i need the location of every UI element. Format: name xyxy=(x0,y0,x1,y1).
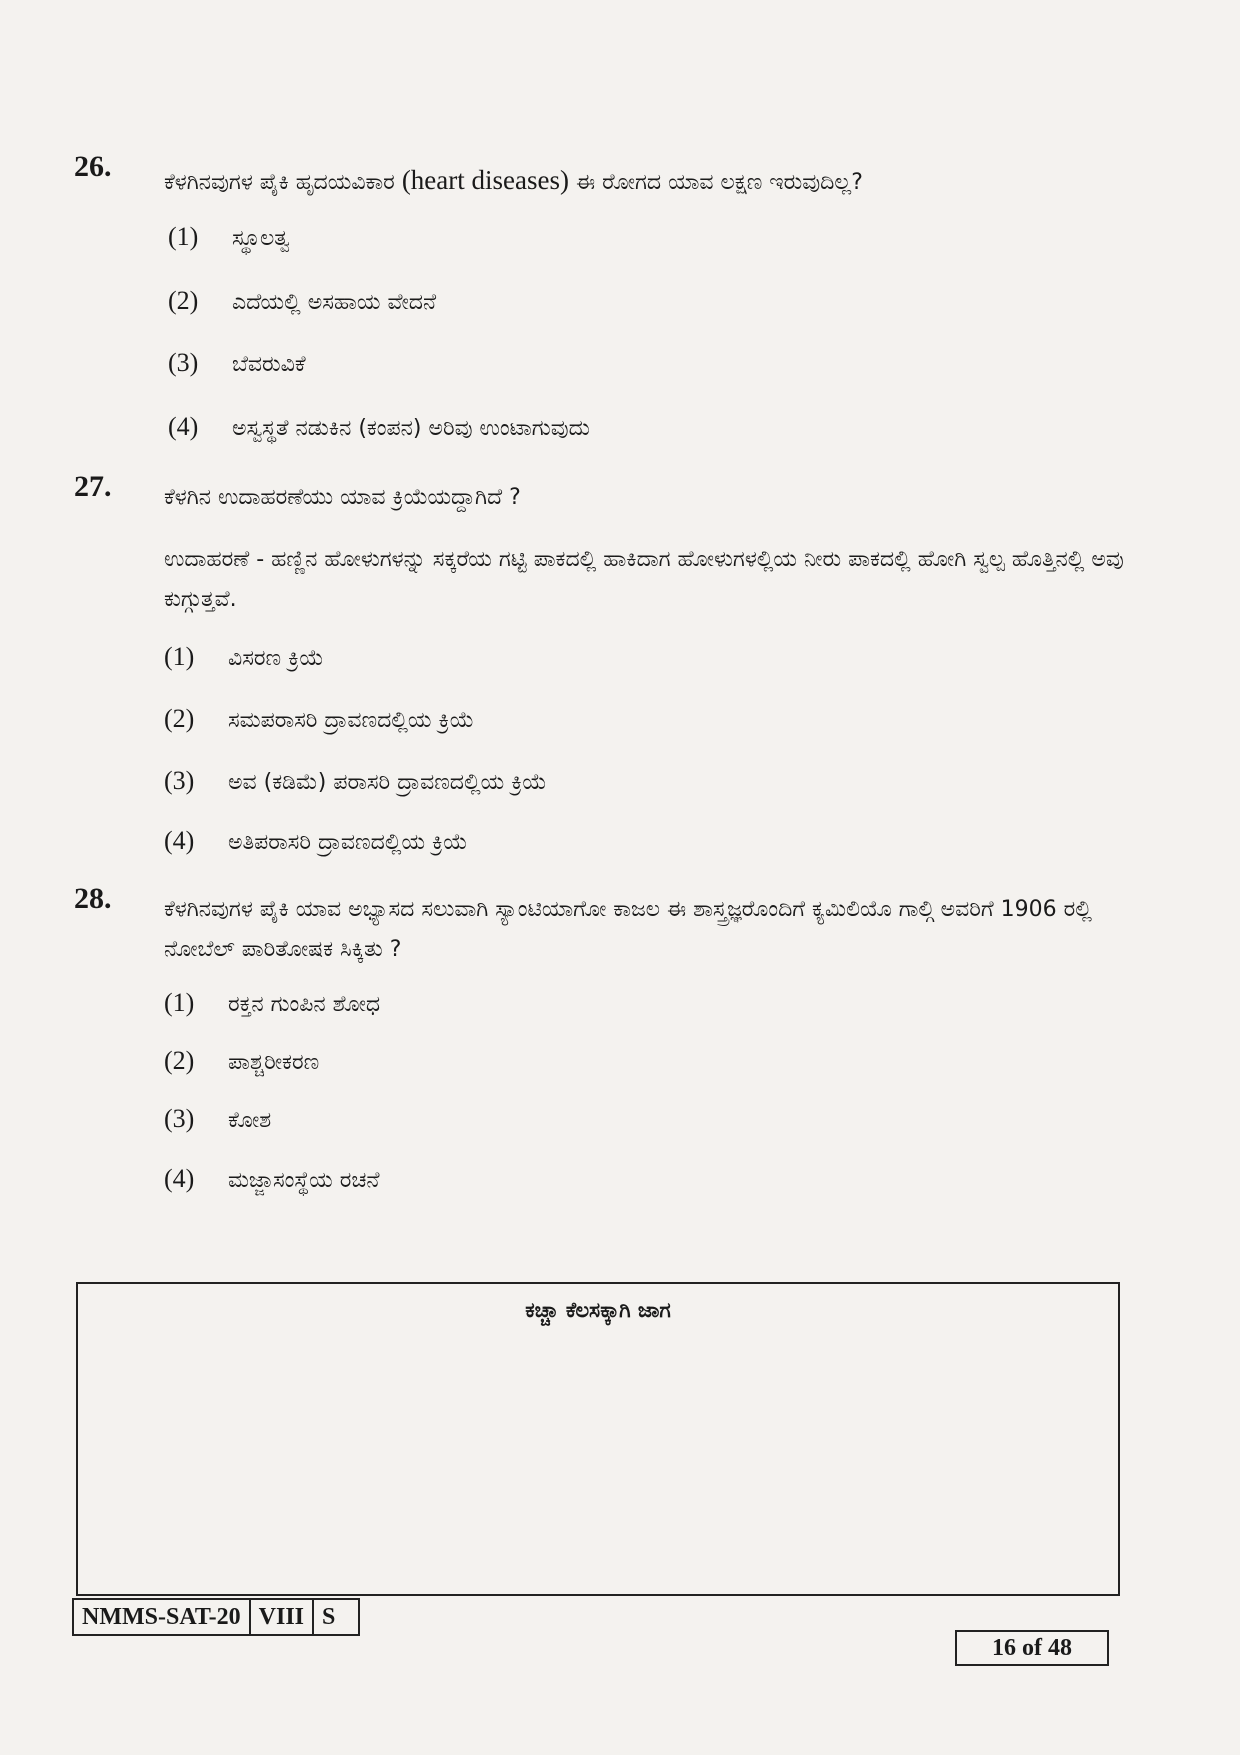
question-28-option-2: (2) ಪಾಶ್ಚರೀಕರಣ xyxy=(164,1046,320,1075)
question-28-text: ಕೆಳಗಿನವುಗಳ ಪೈಕಿ ಯಾವ ಅಭ್ಯಾಸದ ಸಲುವಾಗಿ ಸ್ಯಾಂಟಿಯಾಗೋ ಕಾಜಲ ಈ ಶಾಸ್ತ್ರಜ್ಞರೊಂದಿಗೆ ಕ್ಯಮಿಲಿಯೊ ಗಾಲ್ಗಿ ಅವರಿಗೆ 1906 ರಲ್ಲಿ ನೋಬೆಲ್ ಪಾರಿತೋಷಕ ಸಿಕ್ಕಿತು ? xyxy=(164,897,1092,962)
question-27-option-3: (3) ಅವ (ಕಡಿಮೆ) ಪರಾಸರಿ ದ್ರಾವಣದಲ್ಲಿಯ ಕ್ರಿಯೆ xyxy=(164,766,547,795)
question-26-option-3: (3) ಬೆವರುವಿಕೆ xyxy=(168,348,306,377)
question-27-option-4: (4) ಅತಿಪರಾಸರಿ ದ್ರಾವಣದಲ್ಲಿಯ ಕ್ರಿಯೆ xyxy=(164,826,468,855)
question-26-option-1: (1) ಸ್ಥೂಲತ್ವ xyxy=(168,222,290,251)
series-code: S xyxy=(322,1604,336,1630)
question-27-text: ಕೆಳಗಿನ ಉದಾಹರಣೆಯು ಯಾವ ಕ್ರಿಯೆಯದ್ದಾಗಿದೆ ? xyxy=(164,485,521,510)
rough-work-title: ಕಚ್ಚಾ ಕೆಲಸಕ್ಕಾಗಿ ಜಾಗ xyxy=(525,1298,671,1322)
question-28-option-3: (3) ಕೋಶ xyxy=(164,1104,272,1133)
question-26-text-en: (heart diseases) xyxy=(401,165,569,195)
question-26-text-pre: ಕೆಳಗಿನವುಗಳ ಪೈಕಿ ಹೃದಯವಿಕಾರ xyxy=(164,170,402,195)
exam-code: NMMS-SAT-20 xyxy=(74,1600,251,1634)
rough-work-box xyxy=(76,1282,1120,1596)
question-26-number: 26. xyxy=(74,150,112,183)
question-26-text xyxy=(164,160,1114,203)
page-number: 16 of 48 xyxy=(955,1630,1109,1666)
question-27-example: ಉದಾಹರಣೆ - ಹಣ್ಣಿನ ಹೋಳುಗಳನ್ನು ಸಕ್ಕರೆಯ ಗಟ್ಟಿ ಪಾಕದಲ್ಲಿ ಹಾಕಿದಾಗ ಹೋಳುಗಳಲ್ಲಿಯ ನೀರು ಪಾಕದಲ್ಲಿ ಹೋಗಿ ಸ್ವಲ್ಪ ಹೊತ್ತಿನಲ್ಲಿ ಅವು ಕುಗ್ಗುತ್ತವೆ. xyxy=(164,547,1124,612)
question-27-option-2: (2) ಸಮಪರಾಸರಿ ದ್ರಾವಣದಲ್ಲಿಯ ಕ್ರಿಯೆ xyxy=(164,704,475,733)
question-27-number: 27. xyxy=(74,470,112,503)
question-28-number: 28. xyxy=(74,882,112,915)
question-28-option-1: (1) ರಕ್ತನ ಗುಂಪಿನ ಶೋಧ xyxy=(164,988,381,1017)
question-26-option-4: (4) ಅಸ್ವಸ್ಥತೆ ನಡುಕಿನ (ಕಂಪನ) ಅರಿವು ಉಂಟಾಗುವುದು xyxy=(168,412,590,441)
class-code: VIII xyxy=(251,1600,314,1634)
booklet-code xyxy=(72,1598,360,1636)
question-26-text-post: ಈ ರೋಗದ ಯಾವ ಲಕ್ಷಣ ಇರುವುದಿಲ್ಲ? xyxy=(568,170,863,195)
question-26-option-2: (2) ಎದೆಯಲ್ಲಿ ಅಸಹಾಯ ವೇದನೆ xyxy=(168,286,437,315)
question-28-option-4: (4) ಮಜ್ಜಾಸಂಸ್ಥೆಯ ರಚನೆ xyxy=(164,1164,380,1193)
question-27-option-1: (1) ವಿಸರಣ ಕ್ರಿಯೆ xyxy=(164,642,324,671)
